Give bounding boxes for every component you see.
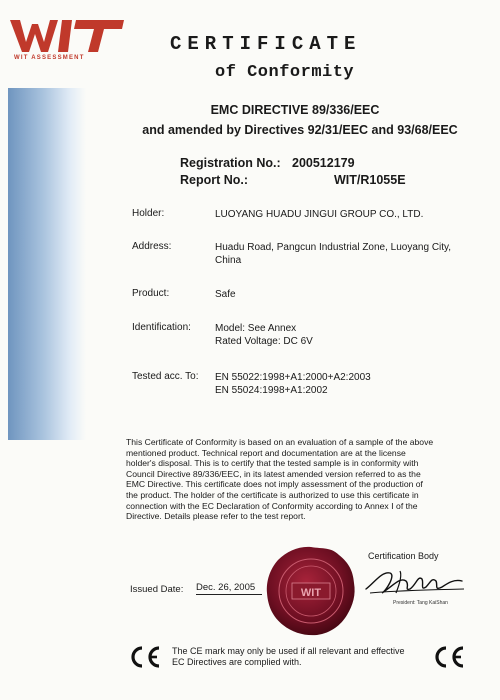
address-line-1: Huadu Road, Pangcun Industrial Zone, Luoyang City,	[215, 242, 452, 253]
logo-caption: WIT ASSESSMENT	[14, 55, 85, 61]
tested-line-2: EN 55024:1998+A1:2002	[215, 385, 328, 396]
ce-notice-line-1: The CE mark may only be used if all relevant and effective	[172, 646, 405, 656]
statement-line: EMC Directive. This certificate does not imply assessment of the production of	[126, 479, 423, 490]
tested-line-1: EN 55022:1998+A1:2000+A2:2003	[215, 372, 371, 383]
ce-mark-icon	[128, 645, 162, 669]
statement-line: holder's disposal. This is to certify that the tested sample is in conformity with	[126, 458, 419, 469]
statement-line: This Certificate of Conformity is based on an evaluation of a sample of the above	[126, 437, 434, 447]
statement-line: mentioned product. Technical report and documentation are at the license	[126, 447, 406, 458]
report-number	[180, 173, 480, 187]
wax-seal	[265, 545, 357, 637]
address-line-2: China	[215, 255, 242, 266]
statement-line: Council Directive 89/336/EEC, in its latest amended version referred to as the	[126, 468, 421, 479]
signature-caption: President: Tang KaiShan	[393, 600, 448, 606]
registration-label: Registration No.:	[180, 156, 281, 170]
statement-line: Directive. Details please refer to the test report.	[126, 511, 306, 522]
holder-label: Holder:	[132, 208, 165, 219]
tested-label: Tested acc. To:	[132, 371, 199, 382]
blue-gradient-band	[8, 88, 86, 440]
report-label: Report No.:	[180, 173, 249, 187]
certificate-subtitle: of Conformity	[215, 63, 355, 82]
registration-number	[180, 156, 480, 170]
product-label: Product:	[132, 288, 170, 299]
certificate-title: CERTIFICATE	[170, 33, 362, 55]
issued-date-label: Issued Date:	[130, 584, 184, 595]
address-value	[215, 241, 475, 267]
certificate-statement	[126, 437, 478, 522]
ce-notice-line-2: EC Directives are complied with.	[172, 657, 302, 667]
directive-line-2: and amended by Directives 92/31/EEC and 93/68/EEC	[142, 123, 458, 137]
directive-line-1: EMC DIRECTIVE 89/336/EEC	[210, 103, 380, 117]
certification-body-label: Certification Body	[368, 551, 439, 561]
seal-text: WIT	[300, 587, 322, 599]
identification-label: Identification:	[132, 322, 191, 333]
ce-mark-icon	[432, 645, 466, 669]
identification-value	[215, 322, 475, 348]
president-signature	[360, 563, 470, 601]
report-value: WIT/R1055E	[334, 173, 406, 187]
registration-value: 200512179	[292, 156, 355, 170]
identification-line-1: Model: See Annex	[215, 323, 297, 334]
statement-line: the product. The holder of the certificate is authorized to use this certificate in	[126, 489, 419, 500]
identification-line-2: Rated Voltage: DC 6V	[215, 336, 313, 347]
address-label: Address:	[132, 241, 172, 252]
product-value: Safe	[215, 289, 236, 300]
statement-line: connection with the EC Declaration of Conformity according to Annex Ⅰ of the	[126, 500, 418, 511]
ce-mark-notice	[172, 646, 428, 668]
issued-date-value: Dec. 26, 2005	[196, 582, 262, 595]
holder-value: LUOYANG HUADU JINGUI GROUP CO., LTD.	[215, 209, 424, 220]
tested-value	[215, 371, 475, 397]
